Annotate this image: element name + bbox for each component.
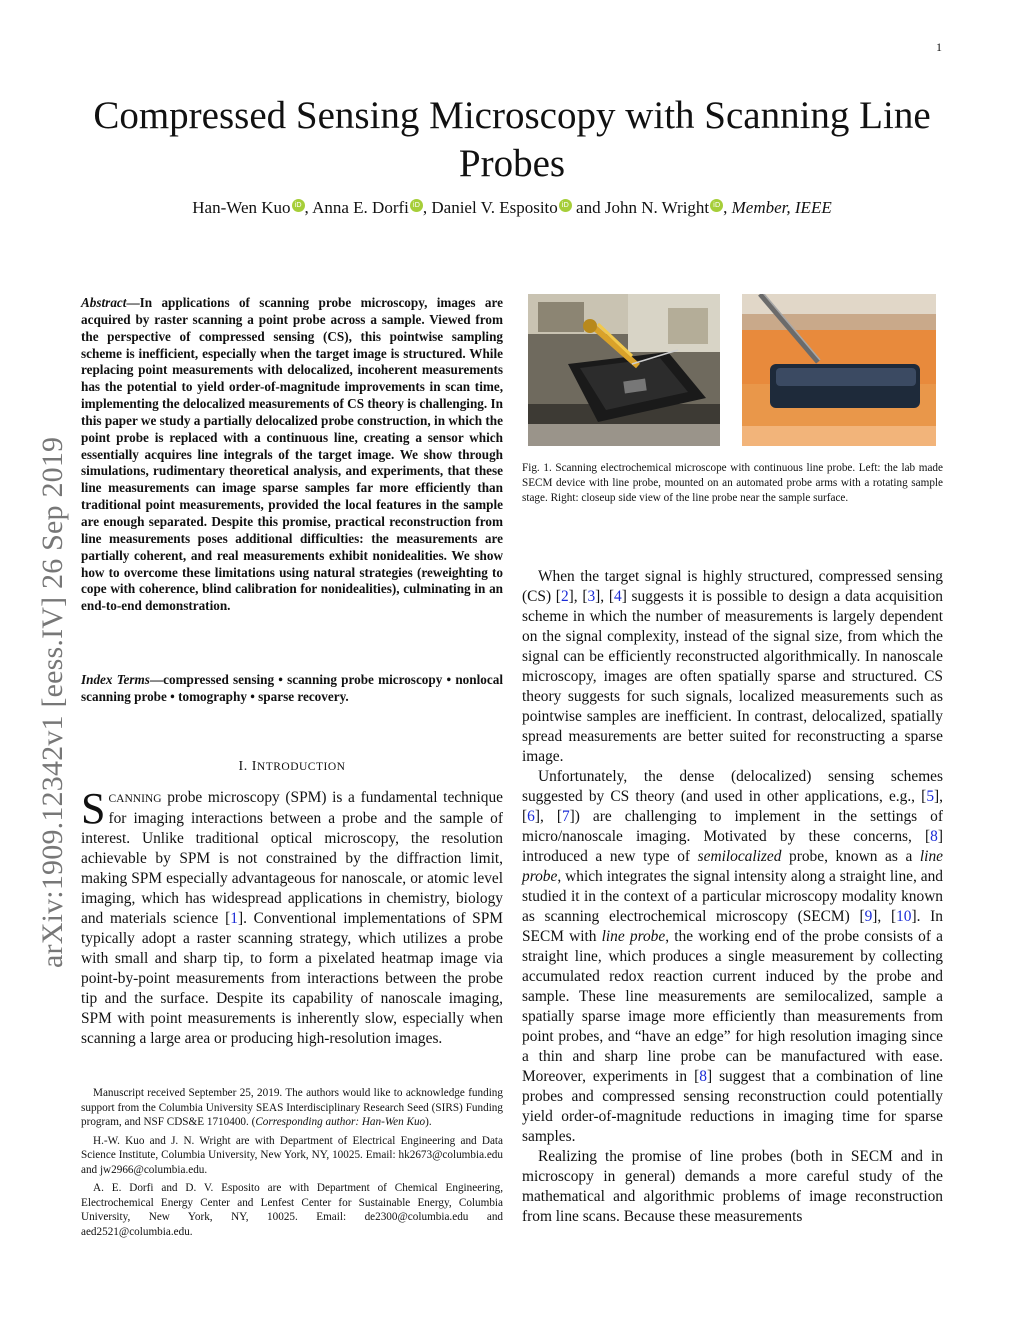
intro-text: probe microscopy (SPM) is a fundamental technique for imaging interactions between a probe and the sample of interest. Unlike traditional optical microscopy, the resolution achievable by SPM is not constrained by the diffraction limit, making SPM especially advantageous for nanoscale, or atomic level imaging, which has widespread applications in chemistry, biology and materials science [ xyxy=(81,789,503,927)
citation-link[interactable]: 8 xyxy=(930,828,938,845)
abstract-label: Abstract xyxy=(81,295,127,310)
author-name: Daniel V. Esposito xyxy=(431,198,558,217)
citation-link[interactable]: 8 xyxy=(699,1068,707,1085)
index-terms-text: —compressed sensing • scanning probe microscopy • nonlocal scanning probe • tomography • sparse recovery. xyxy=(81,672,503,704)
citation-link[interactable]: 10 xyxy=(896,908,912,925)
author-list xyxy=(80,198,944,218)
first-word-smallcaps: CANNING xyxy=(108,793,162,805)
author-separator: , xyxy=(304,198,313,217)
citation-link[interactable]: 6 xyxy=(527,808,535,825)
section-heading-introduction xyxy=(81,759,503,775)
footnote-affiliation-ee: H.-W. Kuo and J. N. Wright are with Department of Electrical Engineering and Data Science Institute, Columbia University, New York, NY, 10025. Email: hk2673@columbia.edu and jw2966@columbia.edu. xyxy=(81,1134,503,1176)
orcid-icon[interactable]: iD xyxy=(410,199,423,212)
paragraph-realizing-promise: Realizing the promise of line probes (both in SECM and in microscopy in general) demands a more careful study of the mathematical and algorithmic problems of image reconstruction from line scans. Because these measurements xyxy=(522,1148,943,1225)
footnotes xyxy=(81,1086,503,1243)
footnote-affiliation-che: A. E. Dorfi and D. V. Esposito are with Department of Chemical Engineering, Electrochemical Energy Center and Lenfest Center for Sustainable Energy, Columbia University, New York, NY, 10025. Email: de2300@columbia.edu and aed2521@columbia.edu. xyxy=(81,1182,503,1238)
orcid-icon[interactable]: iD xyxy=(292,199,305,212)
index-terms-label: Index Terms xyxy=(81,672,150,687)
citation-link[interactable]: 4 xyxy=(614,588,622,605)
footnote-text: ). xyxy=(425,1116,432,1128)
abstract xyxy=(81,295,503,615)
member-title: Member, IEEE xyxy=(731,198,832,217)
page-number: 1 xyxy=(936,40,942,54)
figure-photo-secm-device xyxy=(528,294,720,446)
abstract-text: —In applications of scanning probe microscopy, images are acquired by raster scanning a point probe across a sample. Viewed from the perspective of compressed sensing (CS), this pointwise sampling scheme is inefficient, especially when the target image is structured. While replacing point measurements with delocalized, incoherent measurements has the potential to yield order-of-magnitude improvements in scan time, implementing the delocalized measurements of CS theory is challenging. In this paper we study a partially delocalized probe construction, in which the point probe is replaced with a continuous line, creating a sensor which essentially acquires line integrals of the target image. We show through simulations, rudimentary theoretical analysis, and experiments, that these line measurements can image sparse samples far more efficiently than traditional point measurements, provided the local features in the sample are enough separated. Despite this promise, practical reconstruction from line measurements poses additional difficulties: the measurements are partially coherent, and real measurements exhibit nonidealities. We show how to overcome these limitations using natural strategies (reweighting to cope with coherence, blind calibration for nonidealities), culminating in an end-to-end demonstration. xyxy=(81,295,503,614)
section-heading-rest: NTRODUCTION xyxy=(256,761,346,773)
citation-link[interactable]: 1 xyxy=(230,910,238,927)
intro-text: ]. Conventional implementations of SPM typically adopt a raster scanning strategy, which utilizes a probe with small and sharp tip, to form a pixelated heatmap image via point-by-point measurements from interactions between the probe tip and the surface. Despite its capability of nanoscale imaging, SPM with point measurements is inherently slow, especially when scanning a large area or producing high-resolution images. xyxy=(81,910,503,1047)
footnote-manuscript xyxy=(81,1086,503,1130)
paper-title: Compressed Sensing Microscopy with Scanning Line Probes xyxy=(93,94,931,185)
citation-link[interactable]: 5 xyxy=(926,788,935,805)
author-separator: , xyxy=(723,198,732,217)
right-column-text xyxy=(522,567,943,1227)
paragraph-line-probe: Unfortunately, the dense (delocalized) sensing schemes suggested by CS theory (and used in other applications, e.g., [5], [6], [7]) are challenging to implement in the settings of micro/nanoscale imaging. Motivated by these concerns, [8] introduced a new type of semilocalized probe, known as a line probe, which integrates the signal intensity along a straight line, and studied it in the context of a particular microscopy modality known as scanning electrochemical microscopy (SECM) [9], [10]. In SECM with line probe, the working end of the probe consists of a straight line, which produces a single measurement by collecting accumulated redox reaction current induced by the probe and sample. These line measurements are semilocalized, sample a spatially sparse image more efficiently than measurements from point probes, and “have an edge” for high resolution imaging since a thin and sharp line probe can be manufactured with ease. Moreover, experiments in [8] suggest that a combination of line probes and compressed sensing reconstruction could potentially yield order-of-magnitude reductions in imaging time for sparse samples. xyxy=(522,768,944,1145)
arxiv-identifier[interactable]: arXiv:1909.12342v1 [eess.IV] 26 Sep 2019 xyxy=(36,436,69,968)
introduction-paragraph xyxy=(81,784,503,1049)
author-name: Han-Wen Kuo xyxy=(192,198,291,217)
citation-link[interactable]: 9 xyxy=(864,908,873,925)
section-number: I. xyxy=(238,759,252,774)
orcid-icon[interactable]: iD xyxy=(710,199,723,212)
drop-cap: S xyxy=(81,784,106,833)
section-heading-initial: I xyxy=(251,759,257,774)
author-name: John N. Wright xyxy=(604,198,710,217)
index-terms xyxy=(81,672,503,706)
citation-link[interactable]: 3 xyxy=(587,588,596,605)
figure-photo-line-probe-closeup xyxy=(742,294,936,446)
figure-caption: Fig. 1. Scanning electrochemical microscope with continuous line probe. Left: the lab made SECM device with line probe, mounted on an automated probe arms with a rotating sample stage. Right: closeup side view of the line probe near the sample surface. xyxy=(522,462,943,504)
citation-link[interactable]: 2 xyxy=(560,588,569,605)
paragraph-cs-motivation: When the target signal is highly structured, compressed sensing (CS) [2], [3], [4] suggests it is possible to design a data acquisition scheme in which the number of measurements is largely dependent on the signal complexity, instead of the signal size, from which the signal can be efficiently reconstructed algorithmically. In nanoscale microscopy, images are often spatially sparse and structured. CS theory suggests for such signals, localized measurements such as pointwise samples are inefficient. In contrast, delocalized, spatially spread measurements are better suited for reconstructing a sparse image. xyxy=(522,568,943,765)
author-name: Anna E. Dorfi xyxy=(312,198,409,217)
author-separator: , xyxy=(422,198,432,217)
corresponding-author: Corresponding author: Han-Wen Kuo xyxy=(255,1116,426,1128)
footnote-text: Manuscript received September 25, 2019. The authors would like to acknowledge funding support from the Columbia University SEAS Interdisciplinary Research Seed (SIRS) Funding program, and NSF CDS&E 1710400. ( xyxy=(81,1087,503,1128)
orcid-icon[interactable]: iD xyxy=(559,199,572,212)
citation-link[interactable]: 7 xyxy=(561,808,570,825)
author-separator: and xyxy=(571,198,605,217)
